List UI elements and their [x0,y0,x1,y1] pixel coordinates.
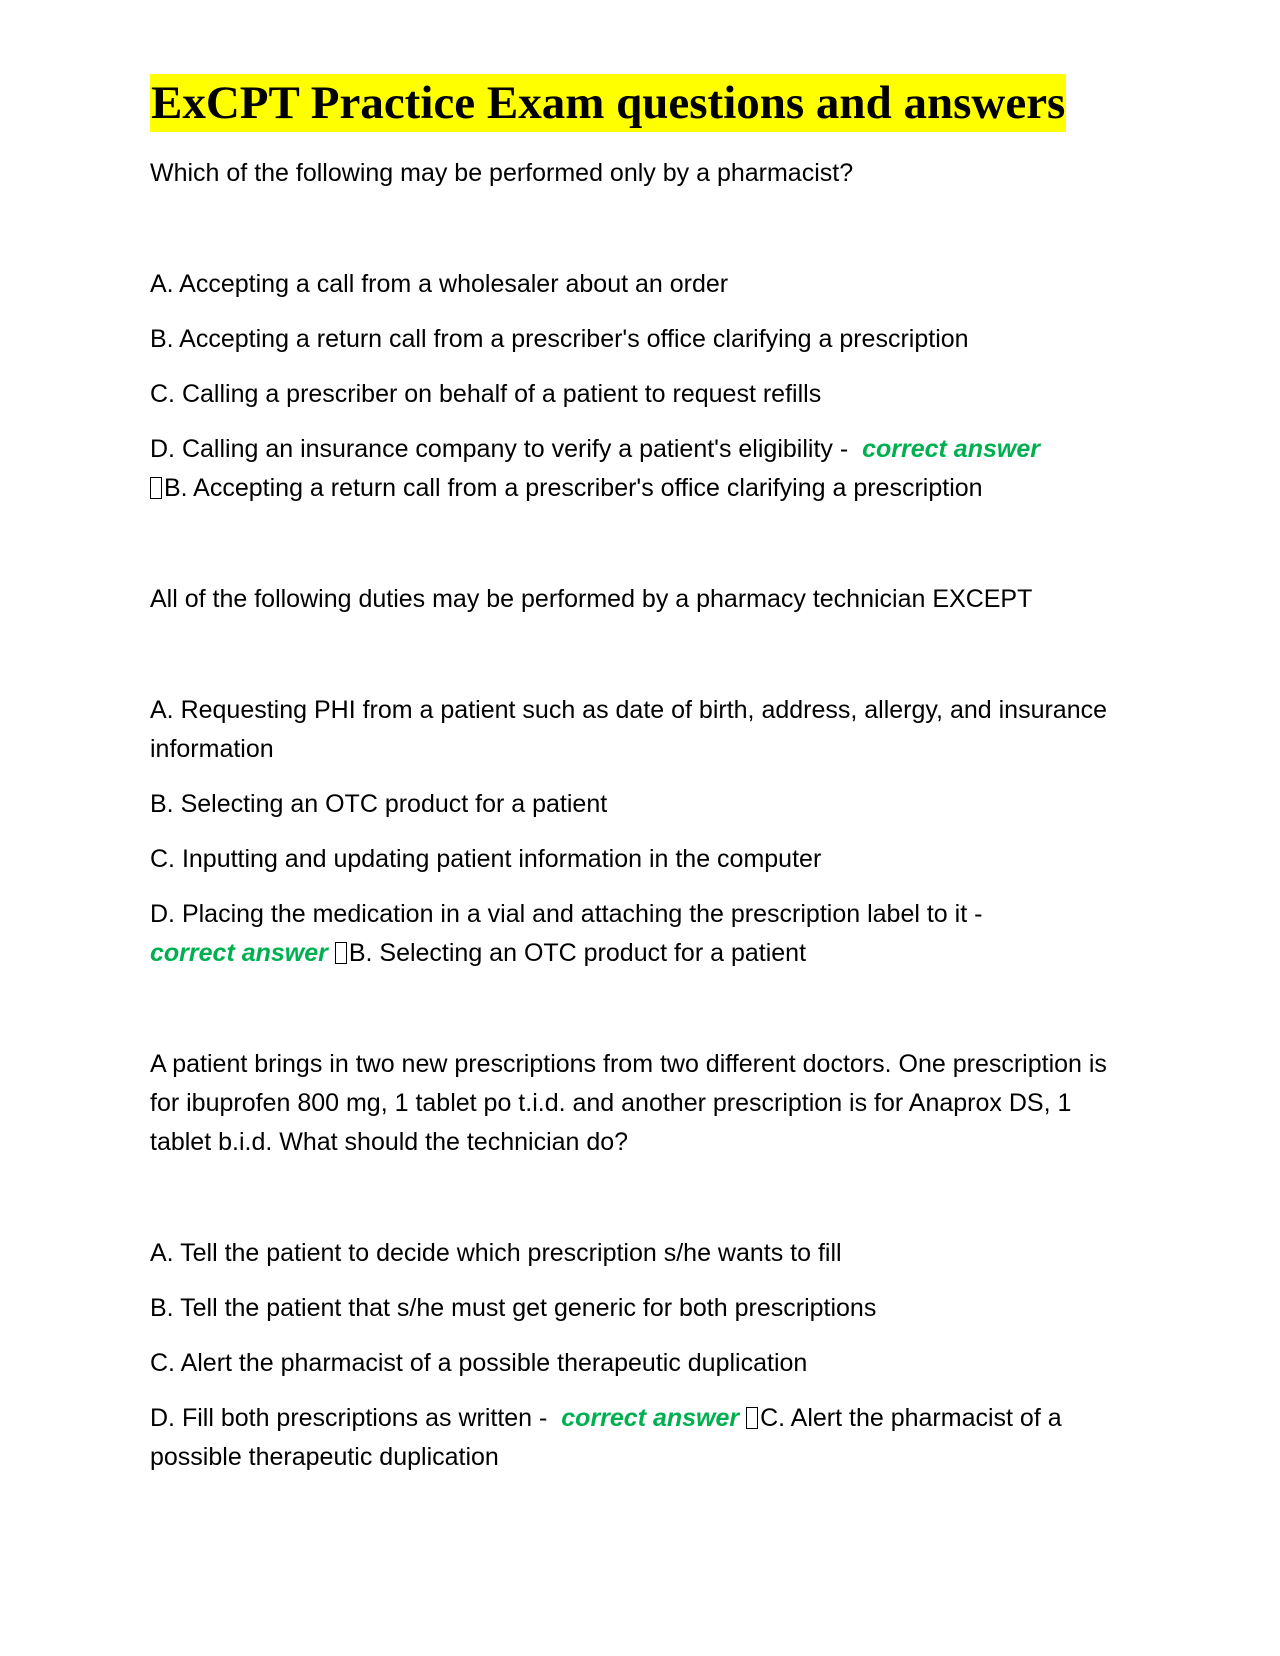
question-block-2 [150,580,1130,973]
question-block-3 [150,1045,1130,1477]
question-3-text: A patient brings in two new prescriptions from two different doctors. One prescription is for ibuprofen 800 mg, 1 tablet po t.i.d. and another prescription is for Anaprox DS, 1 tablet b.i.d. What should the technician do? [150,1050,1107,1156]
question-2-option-d: D. Placing the medication in a vial and attaching the prescription label to it - [150,900,983,928]
missing-glyph-icon [746,1407,758,1429]
question-1-option-b: B. Accepting a return call from a prescriber's office clarifying a prescription [150,325,969,353]
question-3-answer: C. Alert the pharmacist of a possible therapeutic duplication [150,1404,1062,1471]
correct-answer-label: correct answer [150,939,328,967]
question-1-option-a: A. Accepting a call from a wholesaler about an order [150,270,729,298]
question-2-option-a: A. Requesting PHI from a patient such as date of birth, address, allergy, and insurance information [150,696,1108,763]
correct-answer-label: correct answer [862,435,1040,463]
question-2-option-b: B. Selecting an OTC product for a patient [150,790,608,818]
question-3-option-b: B. Tell the patient that s/he must get generic for both prescriptions [150,1294,877,1322]
question-1-option-d-with-answer [150,430,1130,508]
question-1-text: Which of the following may be performed only by a pharmacist? [150,159,854,187]
spacer [150,508,1130,580]
question-1-option-c: C. Calling a prescriber on behalf of a patient to request refills [150,380,822,408]
question-3-option-d: D. Fill both prescriptions as written - [150,1404,548,1432]
missing-glyph-icon [335,942,347,964]
question-1-answer: B. Accepting a return call from a prescriber's office clarifying a prescription [164,474,983,502]
document-page [150,74,1130,1477]
question-3-option-a: A. Tell the patient to decide which prescription s/he wants to fill [150,1239,842,1267]
missing-glyph-icon [150,477,162,499]
question-2-text: All of the following duties may be performed by a pharmacy technician EXCEPT [150,585,1033,613]
correct-answer-label: correct answer [561,1404,740,1432]
spacer [150,1162,1130,1234]
question-3-option-c: C. Alert the pharmacist of a possible therapeutic duplication [150,1349,808,1377]
question-block-1 [150,154,1130,508]
spacer [150,973,1130,1045]
question-1-option-d: D. Calling an insurance company to verify a patient's eligibility - [150,435,849,463]
spacer [150,193,1130,265]
document-title: ExCPT Practice Exam questions and answers [150,74,1066,132]
question-3-option-d-with-answer [150,1399,1130,1477]
spacer [150,619,1130,691]
question-2-option-d-with-answer [150,895,1130,973]
question-2-option-c: C. Inputting and updating patient information in the computer [150,845,822,873]
question-2-answer: B. Selecting an OTC product for a patient [348,939,807,967]
